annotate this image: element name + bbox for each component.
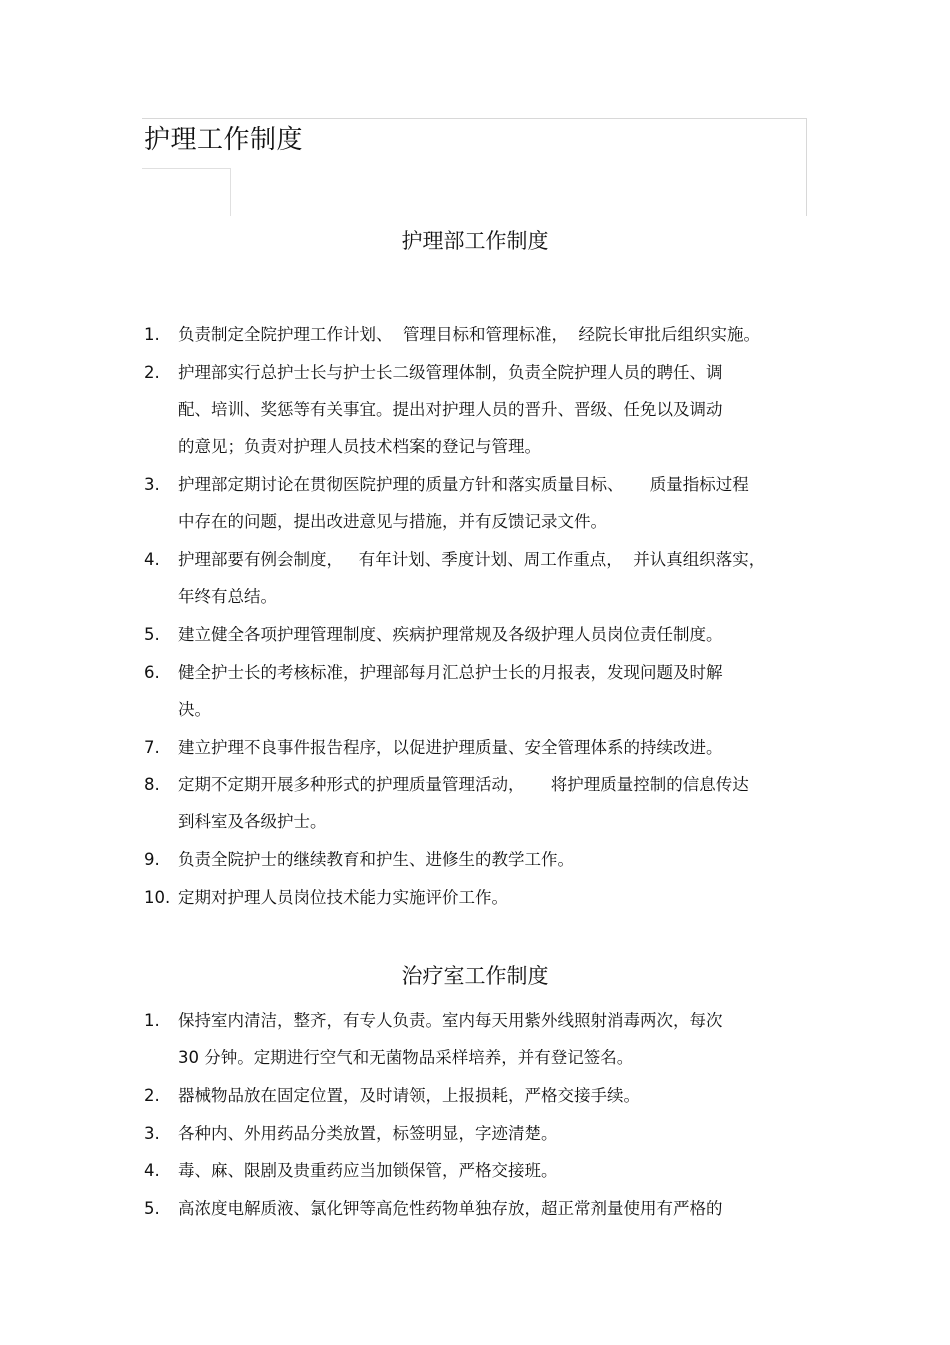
rule-text-line: 的意见；负责对护理人员技术档案的登记与管理。 [178, 436, 541, 456]
nursing-dept-rule-item [144, 316, 814, 353]
rule-text-line: 年终有总结。 [178, 587, 277, 606]
title-frame-right-border [806, 118, 807, 216]
rule-number: 3. [144, 475, 160, 494]
rule-number: 9. [144, 850, 160, 869]
treatment-room-rule-item [144, 1002, 814, 1076]
rule-text-line: 负责制定全院护理工作计划、 管理目标和管理标准， 经院长审批后组织实施。 [178, 325, 760, 344]
title-frame-inner-border [142, 168, 230, 169]
rule-number: 5. [144, 1198, 160, 1218]
nursing-dept-rule-item [144, 766, 814, 840]
rule-text-line: 器械物品放在固定位置，及时请领，上报损耗，严格交接手续。 [178, 1086, 640, 1105]
section-title-treatment-room: 治疗室工作制度 [401, 964, 549, 988]
nursing-dept-rule-item [144, 616, 814, 653]
nursing-dept-rule-item [144, 354, 814, 465]
rule-number: 2. [144, 1086, 160, 1105]
rule-number: 4. [144, 550, 160, 569]
rule-number: 4. [144, 1161, 160, 1180]
document-title: 护理工作制度 [144, 125, 304, 155]
nursing-dept-rule-item [144, 879, 814, 916]
treatment-room-rule-item [144, 1077, 814, 1114]
rule-number: 8. [144, 775, 160, 794]
rule-text-line: 护理部定期讨论在贯彻医院护理的质量方针和落实质量目标、 质量指标过程 [178, 475, 749, 494]
rule-text-line: 建立护理不良事件报告程序，以促进护理质量、安全管理体系的持续改进。 [178, 737, 723, 757]
rule-text-line: 毒、麻、限剧及贵重药应当加锁保管，严格交接班。 [178, 1161, 558, 1180]
rule-text-line: 30 分钟。定期进行空气和无菌物品采样培养，并有登记签名。 [178, 1048, 634, 1067]
rule-text-line: 定期不定期开展多种形式的护理质量管理活动， 将护理质量控制的信息传达 [178, 775, 749, 794]
rule-text-line: 配、培训、奖惩等有关事宜。提出对护理人员的晋升、晋级、任免以及调动 [178, 399, 723, 419]
rule-text-line: 健全护士长的考核标准，护理部每月汇总护士长的月报表，发现问题及时解 [178, 662, 723, 682]
rule-number: 10. [144, 887, 171, 907]
treatment-room-rule-item [144, 1152, 814, 1189]
rule-number: 7. [144, 737, 160, 757]
rule-number: 6. [144, 662, 160, 682]
rule-number: 1. [144, 325, 160, 344]
nursing-dept-rule-item [144, 841, 814, 878]
rule-text-line: 负责全院护士的继续教育和护生、进修生的教学工作。 [178, 850, 574, 869]
treatment-room-rule-item [144, 1190, 814, 1227]
rule-number: 3. [144, 1123, 160, 1143]
rule-number: 2. [144, 362, 160, 382]
rule-text-line: 高浓度电解质液、氯化钾等高危性药物单独存放，超正常剂量使用有严格的 [178, 1198, 723, 1218]
rule-text-line: 中存在的问题，提出改进意见与措施，并有反馈记录文件。 [178, 512, 607, 531]
section-title-nursing-dept: 护理部工作制度 [401, 229, 549, 253]
nursing-dept-rule-item [144, 729, 814, 766]
nursing-dept-rule-item [144, 466, 814, 540]
rule-text-line: 决。 [178, 699, 211, 719]
nursing-dept-rule-item [144, 654, 814, 728]
rule-text-line: 各种内、外用药品分类放置，标签明显，字迹清楚。 [178, 1123, 558, 1143]
treatment-room-rule-item [144, 1115, 814, 1152]
rule-number: 5. [144, 625, 160, 644]
rule-text-line: 保持室内清洁，整齐，有专人负责。室内每天用紫外线照射消毒两次，每次 [178, 1011, 723, 1030]
rule-text-line: 定期对护理人员岗位技术能力实施评价工作。 [178, 887, 508, 907]
nursing-dept-rule-item [144, 541, 814, 615]
rule-text-line: 到科室及各级护士。 [178, 812, 327, 831]
rule-text-line: 护理部要有例会制度， 有年计划、季度计划、周工作重点， 并认真组织落实， [178, 550, 766, 569]
title-frame-top-border [142, 118, 806, 119]
rule-text-line: 建立健全各项护理管理制度、疾病护理常规及各级护理人员岗位责任制度。 [178, 625, 723, 644]
rule-number: 1. [144, 1011, 160, 1030]
title-frame-inner-divider [230, 168, 231, 216]
rule-text-line: 护理部实行总护士长与护士长二级管理体制，负责全院护理人员的聘任、调 [178, 362, 723, 382]
